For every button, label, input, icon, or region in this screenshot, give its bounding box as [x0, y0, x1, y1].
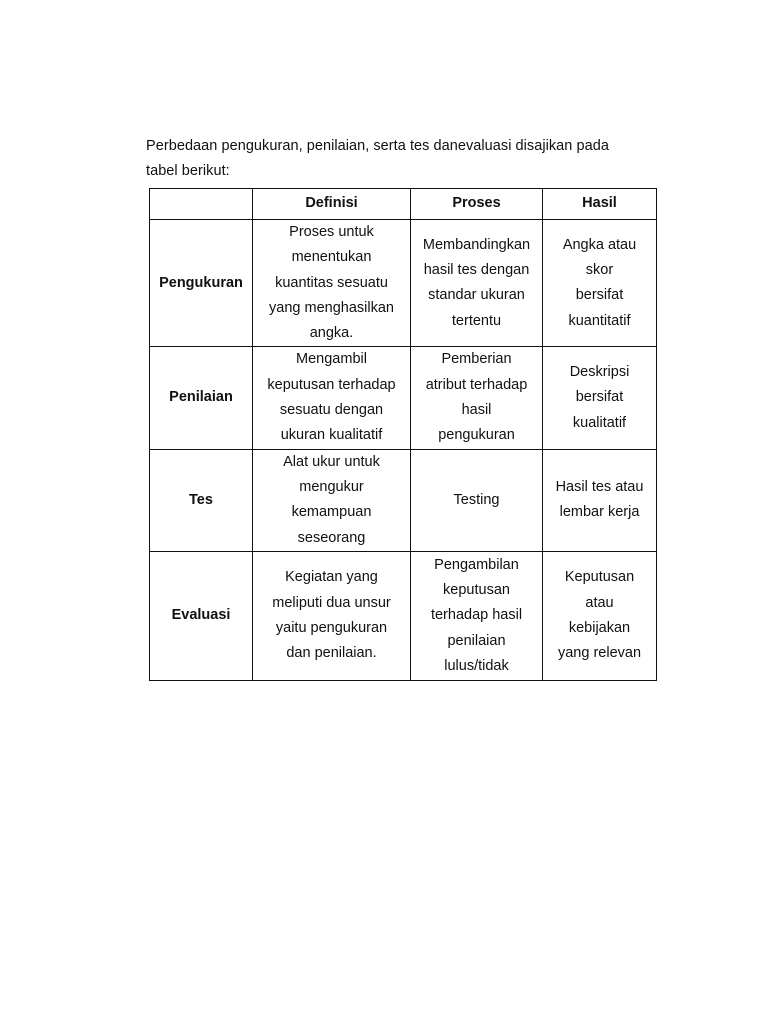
- cell-text: Angka atau skor bersifat kuantitatif: [562, 236, 637, 329]
- cell-pengukuran-proses: [411, 220, 543, 347]
- cell-text: Kegiatan yang meliputi dua unsur yaitu pengukuran dan penilaian.: [272, 569, 391, 662]
- cell-tes-hasil: [543, 449, 657, 551]
- table-row-tes: [150, 449, 657, 551]
- cell-tes-definisi: [253, 449, 411, 551]
- cell-text: Alat ukur untuk mengukur kemampuan seseorang: [283, 453, 380, 546]
- header-hasil: Hasil: [543, 189, 657, 220]
- row-label-tes: Tes: [150, 449, 253, 551]
- intro-line-1: Perbedaan pengukuran, penilaian, serta tes danevaluasi disajikan pada: [146, 138, 609, 154]
- cell-tes-proses: [411, 449, 543, 551]
- header-proses: Proses: [411, 189, 543, 220]
- cell-text: Keputusan atau kebijakan yang relevan: [557, 569, 642, 662]
- cell-text: Pengambilan keputusan terhadap hasil penilaian lulus/tidak: [430, 556, 523, 674]
- cell-evaluasi-definisi: [253, 551, 411, 680]
- cell-text: Membandingkan hasil tes dengan standar ukuran tertentu: [422, 236, 531, 329]
- comparison-table-container: [149, 188, 656, 677]
- cell-pengukuran-definisi: [253, 220, 411, 347]
- cell-text: Pemberian atribut terhadap hasil pengukuran: [425, 351, 528, 444]
- table-row-pengukuran: [150, 220, 657, 347]
- cell-penilaian-hasil: [543, 347, 657, 449]
- cell-penilaian-definisi: [253, 347, 411, 449]
- intro-line-2: tabel berikut:: [146, 163, 230, 179]
- comparison-table: [149, 188, 657, 681]
- cell-text: Mengambil keputusan terhadap sesuatu dengan ukuran kualitatif: [267, 351, 396, 444]
- intro-paragraph: [146, 134, 666, 184]
- cell-penilaian-proses: [411, 347, 543, 449]
- cell-text: Deskripsi bersifat kualitatif: [569, 364, 630, 431]
- cell-text: Hasil tes atau lembar kerja: [555, 478, 644, 521]
- table-row-penilaian: [150, 347, 657, 449]
- cell-pengukuran-hasil: [543, 220, 657, 347]
- cell-evaluasi-proses: [411, 551, 543, 680]
- cell-text: Testing: [453, 491, 500, 508]
- header-definisi: Definisi: [253, 189, 411, 220]
- cell-text: Proses untuk menentukan kuantitas sesuatu yang menghasilkan angka.: [269, 224, 394, 342]
- table-header-row: [150, 189, 657, 220]
- row-label-penilaian: Penilaian: [150, 347, 253, 449]
- cell-evaluasi-hasil: [543, 551, 657, 680]
- table-row-evaluasi: [150, 551, 657, 680]
- row-label-pengukuran: Pengukuran: [150, 220, 253, 347]
- header-empty-cell: [150, 189, 253, 220]
- row-label-evaluasi: Evaluasi: [150, 551, 253, 680]
